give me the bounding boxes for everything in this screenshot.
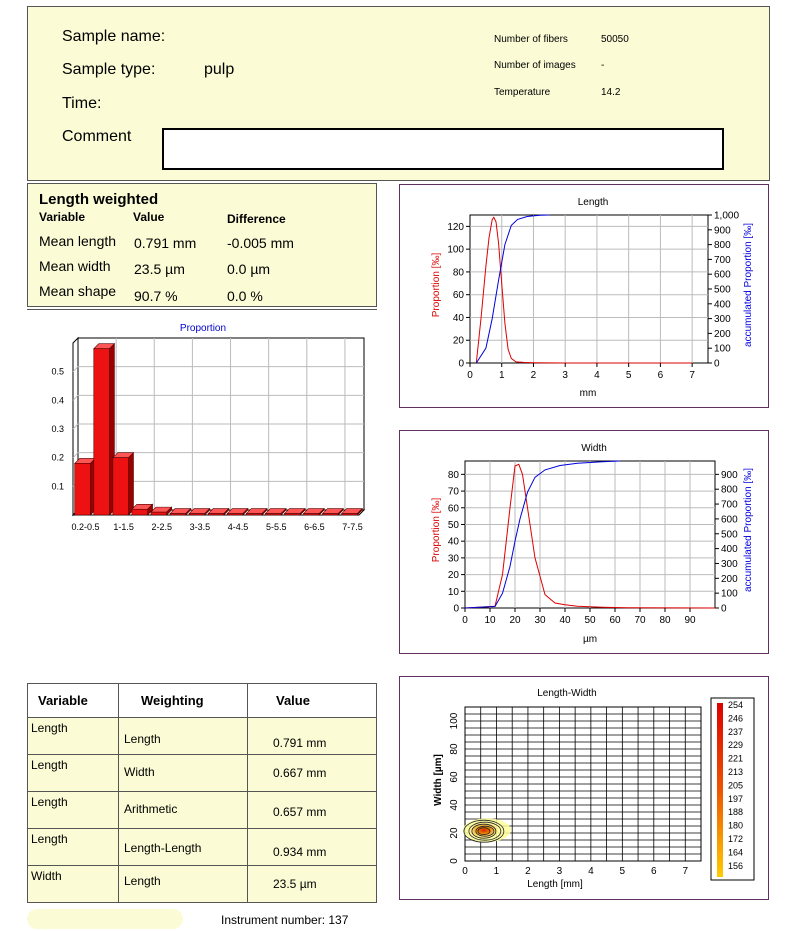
y-tick-label: 20 bbox=[447, 570, 459, 582]
chart-title: Length bbox=[577, 197, 609, 208]
bar-front bbox=[265, 514, 281, 515]
y-tick-label-right: 300 bbox=[721, 558, 738, 570]
cell-variable: Length bbox=[28, 755, 119, 792]
legend-value: 246 bbox=[728, 713, 744, 724]
cell-variable: Width bbox=[28, 866, 119, 903]
y-tick-label-right: 400 bbox=[714, 299, 731, 311]
y-tick-label: 0 bbox=[453, 603, 459, 615]
y-tick-label: 100 bbox=[449, 712, 460, 730]
bar bbox=[75, 458, 96, 515]
cell-variable: Length bbox=[28, 792, 119, 829]
lw-variable: Mean length bbox=[39, 233, 117, 249]
x-tick-label: 0.2-0.5 bbox=[71, 522, 100, 532]
length-chart bbox=[399, 184, 769, 408]
sample-type-label: Sample type: bbox=[62, 61, 156, 78]
x-tick-label: 2-2.5 bbox=[151, 522, 173, 532]
x-tick-label: 5-5.5 bbox=[265, 522, 287, 532]
y-tick-label: 0.3 bbox=[51, 424, 64, 434]
col-header-value: Value bbox=[248, 684, 377, 718]
y-tick-label-right: 200 bbox=[714, 328, 731, 340]
x-tick-label: 7 bbox=[682, 866, 689, 877]
x-tick-label: 7 bbox=[689, 370, 695, 381]
x-tick-label: 1-1.5 bbox=[113, 522, 134, 532]
lw-value: 23.5 µm bbox=[134, 261, 185, 277]
grid bbox=[470, 215, 708, 363]
table-row bbox=[28, 755, 377, 792]
legend-value: 180 bbox=[728, 820, 744, 831]
x-tick-label: 4-4.5 bbox=[227, 522, 249, 532]
bar bbox=[94, 344, 115, 515]
bar-front bbox=[342, 514, 358, 515]
lw-difference: 0.0 % bbox=[227, 288, 263, 304]
x-axis bbox=[72, 522, 363, 532]
y-tick-label: 60 bbox=[447, 503, 459, 515]
grid bbox=[465, 461, 715, 608]
y-tick-label: 0 bbox=[449, 858, 460, 864]
y-tick-label: 80 bbox=[447, 469, 459, 481]
y-tick-label: 80 bbox=[452, 267, 464, 279]
time-label: Time: bbox=[62, 95, 102, 112]
x-tick-label: 0 bbox=[467, 370, 473, 381]
y-axis-label-right: accumulated Proportion [‰] bbox=[743, 223, 754, 347]
temperature-value: 14.2 bbox=[601, 87, 621, 98]
lw-variable: Mean shape bbox=[39, 283, 117, 299]
y-tick-label-right: 600 bbox=[721, 514, 738, 526]
cell-value: 0.791 mm bbox=[248, 718, 377, 755]
x-tick-label: 5 bbox=[625, 370, 632, 381]
bar-front bbox=[151, 512, 167, 515]
instrument-number: Instrument number: 137 bbox=[221, 913, 349, 927]
y-tick-label: 50 bbox=[447, 519, 459, 531]
x-axis-label: mm bbox=[579, 388, 597, 399]
y-tick-label-right: 800 bbox=[721, 484, 738, 496]
x-tick-label: 4 bbox=[588, 866, 594, 877]
x-tick-label: 2 bbox=[530, 370, 537, 381]
plot-area bbox=[470, 215, 708, 363]
y-tick-label: 40 bbox=[452, 312, 464, 324]
x-tick-label: 0 bbox=[462, 866, 468, 877]
col-header-variable: Variable bbox=[28, 684, 119, 718]
x-axis-label: µm bbox=[582, 634, 598, 645]
bar-front bbox=[94, 349, 110, 515]
x-tick-label: 3 bbox=[556, 866, 563, 877]
legend-color-bar bbox=[717, 703, 723, 877]
sample-type-value: pulp bbox=[204, 61, 235, 78]
lw-difference: -0.005 mm bbox=[227, 235, 294, 251]
x-tick-label: 30 bbox=[534, 615, 546, 626]
legend-value: 205 bbox=[728, 780, 744, 791]
cell-weighting: Length bbox=[119, 866, 248, 903]
y-axis-label: Width [µm] bbox=[433, 754, 444, 806]
images-label: Number of images bbox=[494, 60, 576, 71]
x-tick-label: 20 bbox=[509, 615, 521, 626]
y-tick-label: 80 bbox=[449, 743, 460, 755]
y-tick-label-right: 300 bbox=[714, 314, 731, 326]
images-value: - bbox=[601, 60, 605, 71]
bar bbox=[132, 504, 153, 515]
bar-front bbox=[323, 514, 339, 515]
cell-value: 0.657 mm bbox=[248, 792, 377, 829]
y-tick-label-right: 700 bbox=[721, 499, 738, 511]
y-tick-label-right: 700 bbox=[714, 254, 731, 266]
table-row bbox=[28, 718, 377, 755]
x-tick-label: 90 bbox=[684, 615, 696, 626]
lw-value: 0.791 mm bbox=[134, 235, 197, 251]
legend-value: 237 bbox=[728, 726, 744, 737]
fibers-value: 50050 bbox=[601, 34, 629, 45]
y-tick-label-right: 100 bbox=[714, 343, 731, 355]
cell-value: 23.5 µm bbox=[248, 866, 377, 903]
bar-side bbox=[128, 453, 133, 515]
cell-weighting: Length bbox=[119, 718, 248, 755]
legend-value: 197 bbox=[728, 793, 744, 804]
y-tick-label: 100 bbox=[447, 244, 464, 256]
y-tick-label-right: 900 bbox=[721, 469, 738, 481]
x-axis-label: Length [mm] bbox=[527, 879, 583, 890]
footer-pill bbox=[27, 909, 183, 929]
x-tick-label: 3 bbox=[562, 370, 568, 381]
cell-weighting: Arithmetic bbox=[119, 792, 248, 829]
col-header-weighting: Weighting bbox=[119, 684, 248, 718]
bar-front bbox=[284, 514, 300, 515]
y-tick-label-right: 500 bbox=[714, 284, 731, 296]
legend-value: 164 bbox=[728, 847, 744, 858]
bar-front bbox=[170, 514, 186, 515]
bar-front bbox=[246, 514, 262, 515]
legend-value: 213 bbox=[728, 767, 744, 777]
x-tick-label: 7-7.5 bbox=[342, 522, 363, 532]
bar-front bbox=[132, 509, 148, 515]
y-tick-label: 20 bbox=[452, 335, 464, 347]
y-tick-label-right: 400 bbox=[721, 544, 738, 556]
sample-info-panel bbox=[27, 6, 770, 181]
y-tick-label: 30 bbox=[447, 553, 459, 565]
y-axis bbox=[51, 367, 64, 492]
legend-value: 229 bbox=[728, 740, 744, 751]
chart-title: Length-Width bbox=[537, 688, 597, 699]
y-axis-label-left: Proportion [‰] bbox=[431, 252, 442, 318]
cell-value: 0.934 mm bbox=[248, 829, 377, 866]
y-tick-label: 60 bbox=[452, 290, 464, 302]
bar-front bbox=[227, 514, 243, 515]
y-tick-label: 0 bbox=[458, 358, 464, 370]
x-tick-label: 60 bbox=[609, 615, 621, 626]
x-tick-label: 70 bbox=[634, 615, 646, 626]
legend-value: 172 bbox=[728, 834, 744, 844]
y-tick-label-right: 900 bbox=[714, 225, 731, 237]
y-tick-label: 0.1 bbox=[51, 481, 64, 492]
y-tick-label-right: 600 bbox=[714, 269, 731, 281]
y-tick-label-right: 500 bbox=[721, 529, 738, 541]
density-contours bbox=[463, 818, 511, 842]
y-tick-label: 60 bbox=[449, 771, 460, 783]
table-row bbox=[28, 792, 377, 829]
width-chart bbox=[399, 430, 769, 654]
y-tick-label-right: 0 bbox=[721, 603, 727, 615]
lw-difference: 0.0 µm bbox=[227, 261, 271, 277]
y-axis-label-left: Proportion [‰] bbox=[431, 497, 442, 563]
y-tick-label: 40 bbox=[449, 799, 460, 811]
y-tick-label-right: 1,000 bbox=[714, 210, 740, 222]
y-tick-label: 40 bbox=[447, 536, 459, 548]
length-width-chart bbox=[399, 676, 769, 900]
x-tick-label: 0 bbox=[462, 615, 468, 626]
x-tick-label: 40 bbox=[559, 615, 571, 626]
x-tick-label: 10 bbox=[484, 615, 496, 626]
chart-title: Width bbox=[581, 443, 607, 454]
y-tick-label: 20 bbox=[449, 827, 460, 839]
x-tick-label: 1 bbox=[493, 866, 500, 877]
lw-col-difference: Difference bbox=[227, 212, 286, 226]
x-tick-label: 5 bbox=[619, 866, 626, 877]
bar-front bbox=[189, 514, 205, 515]
x-tick-label: 50 bbox=[584, 615, 596, 626]
y-tick-label: 70 bbox=[447, 486, 459, 498]
y-tick-label-right: 100 bbox=[721, 588, 738, 600]
x-tick-label: 2 bbox=[525, 866, 531, 877]
weighting-table bbox=[27, 683, 377, 903]
x-tick-label: 6-6.5 bbox=[304, 522, 325, 532]
table-row bbox=[28, 829, 377, 866]
table-row bbox=[28, 866, 377, 903]
y-tick-label: 120 bbox=[447, 221, 464, 233]
y-tick-label: 0.5 bbox=[51, 366, 64, 377]
bar-front bbox=[208, 514, 224, 515]
table-header-row bbox=[28, 684, 377, 718]
length-weighted-title: Length weighted bbox=[39, 191, 159, 208]
y-tick-label-right: 200 bbox=[721, 573, 738, 585]
lw-value: 90.7 % bbox=[134, 288, 178, 304]
y-tick-label-right: 800 bbox=[714, 240, 731, 252]
cell-variable: Length bbox=[28, 829, 119, 866]
comment-label: Comment bbox=[62, 128, 132, 145]
lw-col-variable: Variable bbox=[39, 210, 86, 224]
x-tick-label: 80 bbox=[659, 615, 671, 626]
x-tick-label: 6 bbox=[657, 370, 664, 381]
legend-value: 221 bbox=[728, 753, 744, 764]
y-tick-label: 0.2 bbox=[51, 452, 64, 463]
bar-front bbox=[304, 514, 320, 515]
legend-value: 156 bbox=[728, 860, 744, 871]
lw-col-value: Value bbox=[133, 210, 165, 224]
lw-variable: Mean width bbox=[39, 258, 111, 274]
x-tick-label: 3-3.5 bbox=[189, 522, 211, 532]
y-tick-label-right: 0 bbox=[714, 358, 720, 370]
y-axis-label-right: accumulated Proportion [‰] bbox=[743, 468, 754, 592]
legend-value: 188 bbox=[728, 807, 744, 818]
cell-value: 0.667 mm bbox=[248, 755, 377, 792]
bar bbox=[113, 453, 134, 515]
length-weighted-panel bbox=[27, 183, 377, 307]
comment-field[interactable] bbox=[162, 128, 724, 170]
cell-weighting: Length-Length bbox=[119, 829, 248, 866]
proportion-chart bbox=[27, 309, 377, 539]
x-tick-label: 4 bbox=[594, 370, 600, 381]
fibers-label: Number of fibers bbox=[494, 34, 568, 45]
bar-front bbox=[75, 463, 91, 515]
y-tick-label: 0.4 bbox=[51, 395, 64, 406]
chart-title: Proportion bbox=[179, 323, 227, 334]
bar-front bbox=[113, 458, 129, 515]
y-tick-label: 10 bbox=[447, 586, 459, 598]
sample-name-label: Sample name: bbox=[62, 28, 166, 45]
temperature-label: Temperature bbox=[494, 87, 551, 98]
cell-weighting: Width bbox=[119, 755, 248, 792]
cell-variable: Length bbox=[28, 718, 119, 755]
legend-value: 254 bbox=[728, 700, 744, 710]
x-tick-label: 1 bbox=[498, 370, 505, 381]
x-tick-label: 6 bbox=[651, 866, 657, 877]
